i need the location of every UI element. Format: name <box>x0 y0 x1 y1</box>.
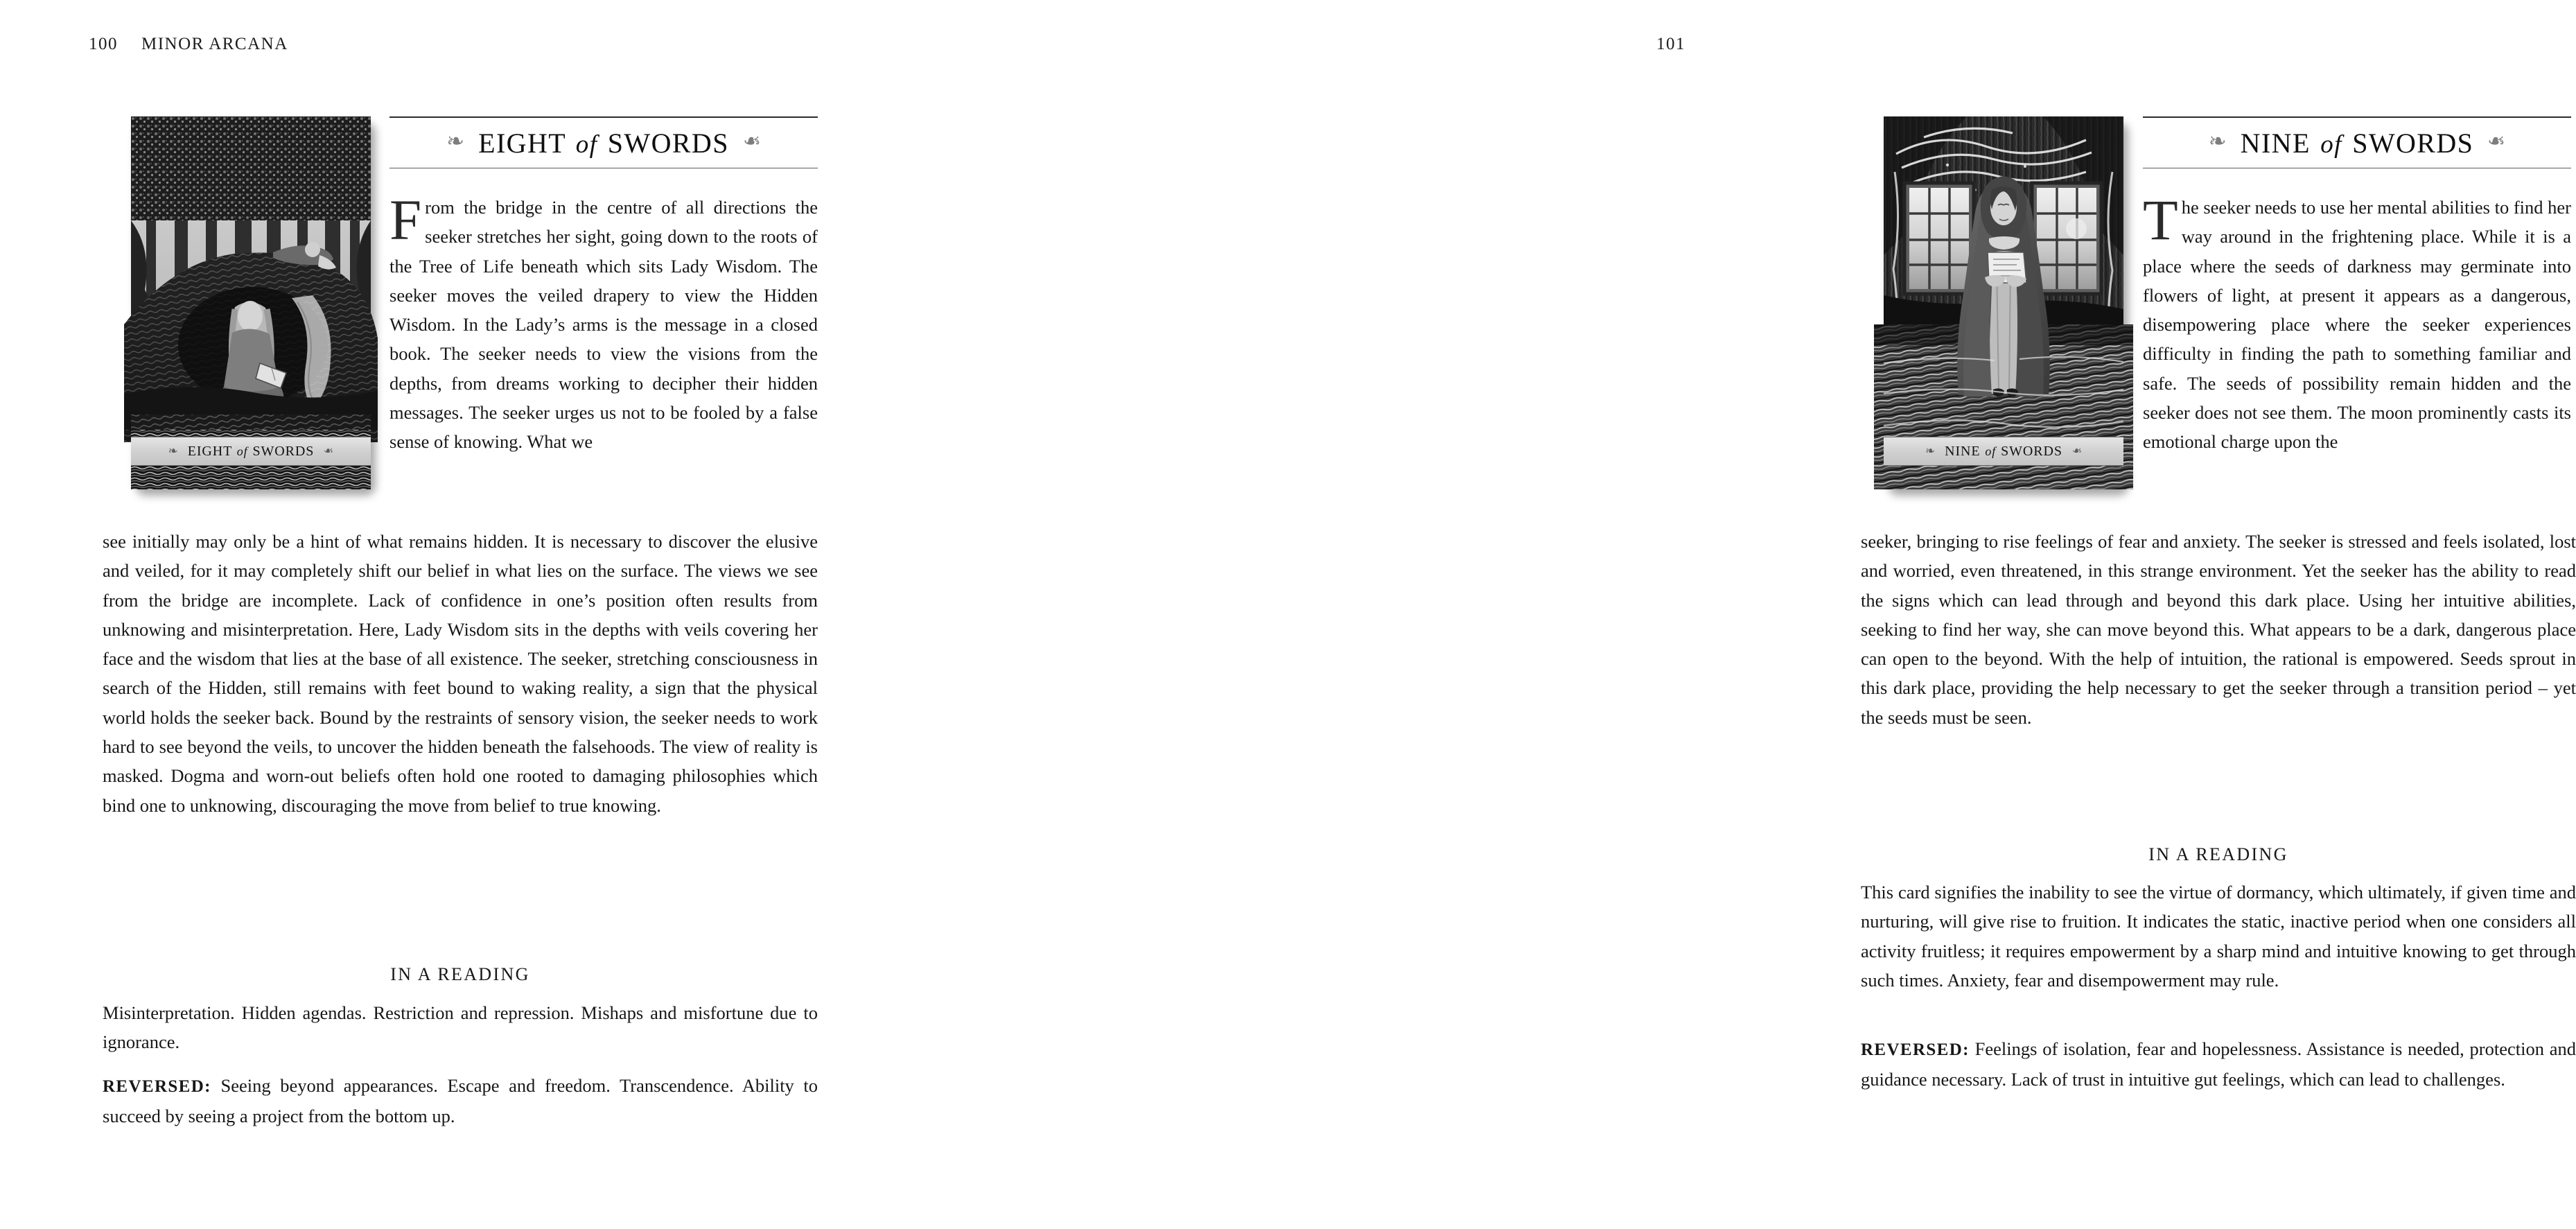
flourish-ornament-icon: ❧ <box>1925 444 1936 457</box>
running-head-title-left: MINOR ARCANA <box>141 35 288 53</box>
flourish-ornament-icon: ❧ <box>2208 128 2227 153</box>
tarot-card-eight-of-swords <box>131 116 371 489</box>
section-title-number: EIGHT <box>478 127 566 159</box>
folio-number-left: 100 <box>89 35 118 53</box>
flourish-ornament-icon: ❧ <box>2071 444 2083 457</box>
section-title-suit: SWORDS <box>2352 127 2474 159</box>
reading-meaning-block <box>103 998 818 1057</box>
reversed-label: REVERSED: <box>103 1077 211 1096</box>
body-paragraph: see initially may only be a hint of what remains hidden. It is necessary to discover the elusive and veiled, for it may completely shift our belief in what lies on the surface. The views we see from the bridge are incomplete. Lack of confidence in one’s position often results from unknowing and misinterpretation. Here, Lady Wisdom sits in the depths with veils covering her face and the wisdom that lies at the base of all existence. The seeker, stretching consciousness in search of the Hidden, still remains with feet bound to waking reality, a sign that the physical world holds the seeker back. Bound by the restraints of sensory vision, the seeker needs to work hard to see beyond the veils, to uncover the hidden beneath the falsehoods. The view of reality is masked. Dogma and worn-out beliefs often hold one rooted to damaging philosophies which bind one to unknowing, discouraging the move from belief to true knowing. <box>103 531 818 816</box>
reversed-text: Feelings of isolation, fear and hopelessness. Assistance is needed, protection and guidance necessary. Lack of trust in intuitive gut feelings, which can lead to challenges. <box>1861 1038 2576 1090</box>
card-frame <box>131 116 371 489</box>
intro-paragraph-text: he seeker needs to use her mental abilities to find her way around in the frightening place. While it is a place where the seeds of darkness may germinate into flowers of light, at present it appears as a dangerous, disempowering place where the seeker experiences difficulty in finding the path to something familiar and safe. The seeds of possibility remain hidden and the seeker does not see them. The moon prominently casts its emotional charge upon the <box>2143 197 2571 453</box>
card-caption-text <box>188 444 315 460</box>
body-text-block <box>103 527 818 820</box>
drop-cap: T <box>2143 188 2178 252</box>
in-a-reading-block <box>1861 840 2576 869</box>
card-caption-of: of <box>236 444 248 458</box>
section-title-text <box>478 127 729 159</box>
flourish-ornament-icon: ❧ <box>446 128 465 153</box>
drop-cap: F <box>389 188 422 252</box>
title-line <box>389 118 818 168</box>
tarot-card-nine-of-swords <box>1884 116 2123 489</box>
folio-number-right: 101 <box>1656 35 1685 53</box>
intro-paragraph-column <box>389 188 818 457</box>
in-a-reading-block <box>103 960 818 989</box>
intro-paragraph-text: rom the bridge in the centre of all directions the seeker stretches her sight, going down to the roots of the Tree of Life beneath which sits Lady Wisdom. The seeker moves the veiled drapery to view the Hidden Wisdom. In the Lady’s arms is the message in a closed book. The seeker needs to view the visions from the depths, from dreams working to decipher their hidden messages. The seeker urges us not to be fooled by a false sense of knowing. What we <box>389 197 818 453</box>
reading-meaning-block <box>1861 878 2576 995</box>
page-right <box>887 0 2576 1229</box>
card-caption-of: of <box>1985 444 1997 458</box>
section-title-number: NINE <box>2240 127 2311 159</box>
reading-meaning-text: Misinterpretation. Hidden agendas. Restriction and repression. Mishaps and misfortune due to ignorance. <box>103 1002 818 1053</box>
flourish-ornament-icon: ❧ <box>168 444 179 457</box>
flourish-ornament-icon: ❧ <box>2487 128 2506 153</box>
page-left <box>0 0 887 1229</box>
reversed-label: REVERSED: <box>1861 1040 1970 1059</box>
reading-meaning-text: This card signifies the inability to see the virtue of dormancy, which ultimately, if given time and nurturing, will give rise to fruition. It indicates the static, inactive period when one considers all activity fruitless; it requires empowerment by a sharp mind and intuitive knowing to get through such times. Anxiety, fear and disempowerment may rule. <box>1861 882 2576 991</box>
card-caption-banner <box>1884 437 2123 466</box>
in-a-reading-heading: IN A READING <box>390 964 530 984</box>
section-title-text <box>2241 127 2474 159</box>
section-title-suit: SWORDS <box>607 127 729 159</box>
card-caption-suit: SWORDS <box>2001 443 2062 459</box>
flourish-ornament-icon: ❧ <box>742 128 761 153</box>
running-head-left <box>89 35 288 54</box>
card-frame <box>1884 116 2123 489</box>
in-a-reading-heading: IN A READING <box>2148 844 2288 864</box>
title-line <box>2143 118 2571 168</box>
section-title-eight-of-swords <box>389 116 818 168</box>
intro-paragraph-column <box>2143 188 2571 457</box>
card-artwork-interior-scene <box>1884 116 2123 489</box>
flourish-ornament-icon: ❧ <box>323 444 334 457</box>
card-caption-suit: SWORDS <box>252 443 315 459</box>
reversed-paragraph <box>103 1071 818 1131</box>
running-head-right <box>1656 35 1685 54</box>
section-title-of: of <box>2320 130 2342 159</box>
reversed-meaning-block <box>103 1071 818 1131</box>
body-paragraph: seeker, bringing to rise feelings of fear and anxiety. The seeker is stressed and feels isolated, lost and worried, even threatened, in this strange environment. Yet the seeker has the ability to read the signs which can lead through and beyond this dark place. Using her intuitive abilities, seeking to find her way, she can move beyond this. What appears to be a dark, dangerous place can open to the beyond. With the help of intuition, the rational is empowered. Seeds sprout in this dark place, providing the help necessary to get the seeker through a transition period – yet the seeds must be seen. <box>1861 531 2576 728</box>
card-caption-number: NINE <box>1945 443 1981 459</box>
reversed-text: Seeing beyond appearances. Escape and freedom. Transcendence. Ability to succeed by seeing a project from the bottom up. <box>103 1075 818 1127</box>
reversed-paragraph <box>1861 1034 2576 1095</box>
card-caption-banner <box>131 437 371 466</box>
reversed-meaning-block <box>1861 1034 2576 1095</box>
section-title-of: of <box>575 130 598 159</box>
body-text-block <box>1861 527 2576 732</box>
section-title-nine-of-swords <box>2143 116 2571 168</box>
card-caption-text <box>1945 444 2062 460</box>
card-caption-number: EIGHT <box>187 443 232 459</box>
card-artwork-forest-scene <box>131 116 371 489</box>
